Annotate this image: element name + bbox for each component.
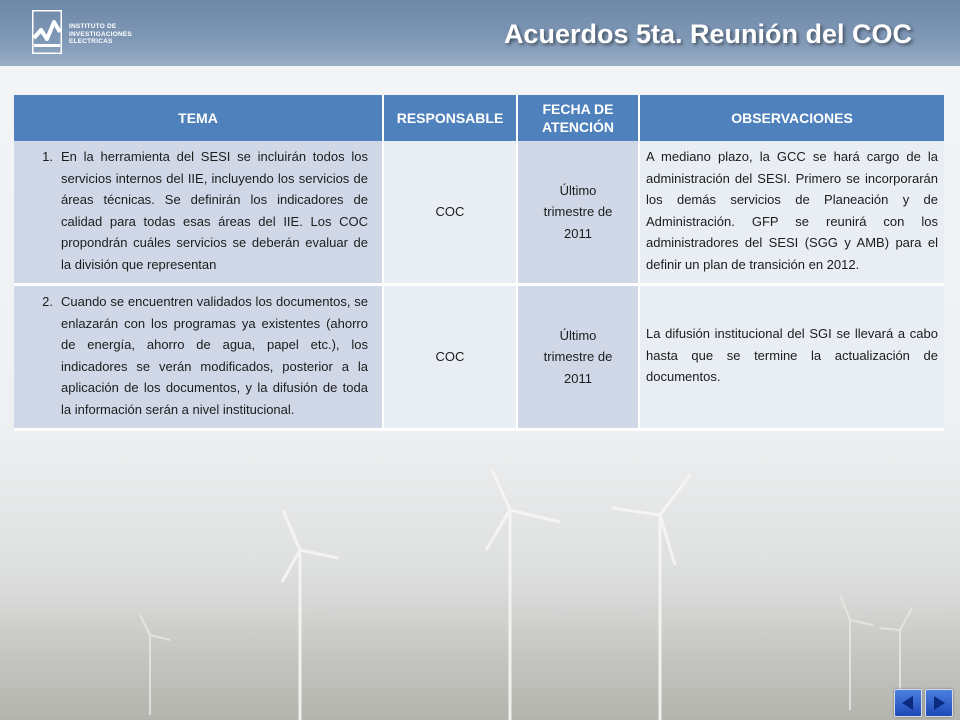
header-responsable: RESPONSABLE — [383, 95, 517, 141]
cell-observaciones: La difusión institucional del SGI se llevará a cabo hasta que se termine la actualización de documentos. — [639, 285, 944, 430]
table-row — [14, 285, 944, 430]
cell-tema — [14, 141, 383, 285]
logo-line-1: INSTITUTO DE — [69, 23, 117, 30]
logo-line-3: ELECTRICAS — [69, 38, 113, 46]
next-slide-button[interactable] — [925, 689, 953, 717]
fecha-line: 2011 — [564, 370, 592, 386]
cell-responsable: COC — [383, 285, 517, 430]
item-number: 2. — [42, 294, 53, 309]
fecha-line: Último — [559, 327, 597, 343]
table-header-row — [14, 95, 944, 141]
item-number: 1. — [42, 149, 53, 164]
wind-turbine-background — [0, 470, 960, 720]
cell-fecha — [517, 141, 639, 285]
logo-text — [69, 23, 132, 46]
slide-title: Acuerdos 5ta. Reunión del COC — [503, 19, 912, 49]
header-fecha: FECHA DE ATENCIÓN — [517, 95, 639, 141]
agreements-table — [14, 95, 944, 431]
fecha-line: trimestre de — [543, 204, 613, 220]
arrow-left-icon — [899, 694, 917, 712]
cell-observaciones: A mediano plazo, la GCC se hará cargo de la administración del SESI. Primero se incorporarán los demás servicios de Planeación y de Administración. GFP se reunirá con los administradores del SESI (SGG y AMB) para el definir un plan de transición en 2012. — [639, 141, 944, 285]
cell-responsable: COC — [383, 141, 517, 285]
header-observaciones: OBSERVACIONES — [639, 95, 944, 141]
logo-line-2: INVESTIGACIONES — [69, 30, 132, 38]
iie-logo-icon — [32, 10, 62, 54]
fecha-line: trimestre de — [543, 349, 613, 365]
tema-text: En la herramienta del SESI se incluirán todos los servicios internos del IIE, incluyendo los servicios de áreas técnicas. Se definirán los indicadores de calidad para todas esas áreas del IIE. Los COC propondrán cuáles servicios se deberán evaluar de la división que representan — [61, 149, 368, 272]
fecha-line: Último — [559, 182, 597, 198]
previous-slide-button[interactable] — [894, 689, 922, 717]
title-banner — [0, 0, 960, 66]
iie-logo — [32, 10, 172, 58]
cell-tema — [14, 285, 383, 430]
header-tema: TEMA — [14, 95, 383, 141]
tema-text: Cuando se encuentren validados los documentos, se enlazarán con los programas ya existentes (ahorro de energía, ahorro de agua, papel etc.), los indicadores se verán modificados, posterior a la aplicación de los documentos, y la difusión de toda la información serán a nivel institucional. — [61, 294, 368, 417]
fecha-line: 2011 — [564, 225, 592, 241]
arrow-right-icon — [930, 694, 948, 712]
cell-fecha — [517, 285, 639, 430]
table-row — [14, 141, 944, 285]
